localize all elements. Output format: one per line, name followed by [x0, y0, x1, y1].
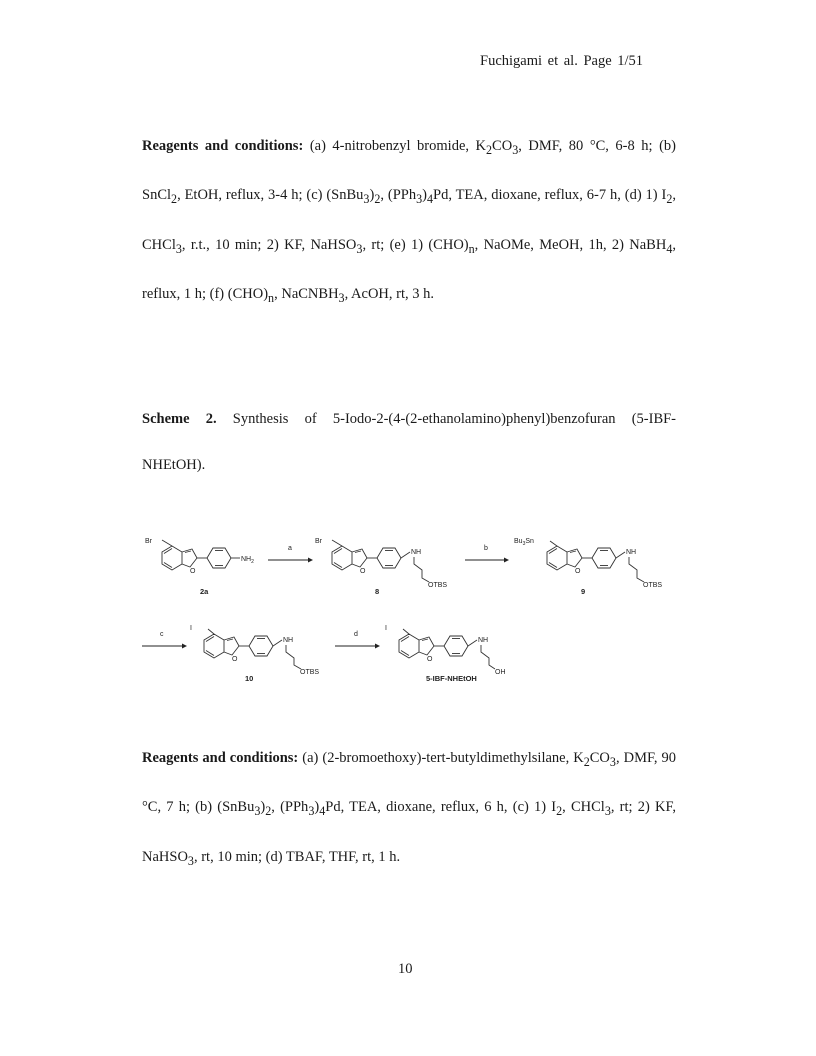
- nh-label: NH: [283, 637, 294, 644]
- furan-oxygen-label: O: [232, 656, 238, 663]
- condition-text: ): [369, 187, 375, 204]
- furan-oxygen-label: O: [360, 568, 366, 575]
- arrow-b: [465, 545, 509, 563]
- compound-2a-structure: [145, 538, 254, 596]
- condition-text: ): [422, 187, 427, 204]
- arrow-a-label: a: [288, 545, 292, 552]
- arrow-c: [142, 631, 187, 649]
- furan-oxygen-label: O: [190, 568, 196, 575]
- arrow-c-label: c: [160, 631, 164, 638]
- condition-text: , NaOMe, MeOH, 1h, 2) NaBH: [474, 236, 667, 253]
- scheme-title-line2: NHEtOH).: [142, 456, 206, 473]
- condition-text: ,: [672, 236, 676, 253]
- bromo-label: Br: [145, 538, 152, 545]
- otbs-label: OTBS: [428, 582, 448, 589]
- condition-text: , CHCl: [562, 799, 605, 816]
- nh-label: NH: [411, 549, 422, 556]
- condition-text: , DMF, 80 °C, 6-8 h; (b): [518, 138, 676, 154]
- scheme-label: Scheme 2.: [142, 411, 217, 427]
- compound-8-structure: [315, 538, 447, 596]
- condition-text: , NaCNBH: [274, 286, 339, 303]
- tributylstannyl-label: $Bu_3Sn$: [514, 538, 534, 547]
- nh-label: NH: [626, 549, 637, 556]
- header-authors: Fuchigami et al.: [480, 53, 578, 69]
- condition-text: , r.t., 10 min; 2) KF, NaHSO: [181, 236, 357, 253]
- arrow-a: [268, 545, 313, 563]
- arrow-b-label: b: [484, 545, 488, 552]
- condition-text: I: [661, 187, 667, 204]
- condition-text: (a) 4-nitrobenzyl bromide, K: [309, 138, 486, 154]
- condition-text: , rt, 10 min; (d) TBAF, THF, rt, 1 h.: [193, 848, 401, 865]
- condition-text: , EtOH, reflux, 3-4 h; (c) (SnBu: [177, 187, 364, 204]
- condition-text: ): [260, 799, 266, 816]
- synthesis-scheme-figure: [132, 528, 692, 700]
- condition-text: 90 °C, 7 h; (b) (SnBu: [142, 750, 677, 816]
- compound-9-label: 9: [581, 587, 586, 596]
- condition-text: , DMF,: [615, 750, 658, 766]
- nh-label: NH: [478, 637, 489, 644]
- otbs-label: OTBS: [643, 582, 663, 589]
- condition-text: (a) (2-bromoethoxy)-tert-butyldimethylsilane, K: [302, 750, 584, 766]
- arrow-d-label: d: [354, 631, 358, 638]
- scheme1-conditions-paragraph: Reagents and conditions: (a) 4-nitrobenzyl bromide, $K_2CO_3$, DMF, 80 °C, 6-8 h; (b) SnCl$_2$, EtOH, reflux, 3-4 h; (c) $(SnBu_3)_2$, $(PPh_3)_4Pd$, TEA, dioxane, reflux, 6-7 h, (d) 1) $I_2$, CHCl$_3$, r.t., 10 min; 2) KF, NaHSO$_3$, rt; (e) 1) $(CHO)_n$, NaOMe, MeOH, 1h, 2) NaBH$_4$, reflux, 1 h; (f) $(CHO)_n$, NaCNBH$_3$, AcOH, rt, 3 h.: [142, 138, 677, 306]
- compound-5-ibf-nhetoh-label: 5-IBF-NHEtOH: [426, 674, 477, 683]
- scheme2-conditions-paragraph: Reagents and conditions: (a) (2-bromoethoxy)-tert-butyldimethylsilane, $K_2CO_3$, DMF, 90 °C, 7 h; (b) $(SnBu_3)_2$, $(PPh_3)_4Pd$, TEA, dioxane, reflux, 6 h, (c) 1) $I_2$, CHCl$_3$, rt; 2) KF, NaHSO$_3$, rt, 10 min; (d) TBAF, THF, rt, 1 h.: [142, 750, 677, 868]
- header-page-label: Page 1/51: [583, 53, 644, 69]
- oh-label: OH: [495, 669, 506, 676]
- condition-text: , (PPh: [380, 187, 417, 204]
- otbs-label: OTBS: [300, 669, 320, 676]
- bromo-label: Br: [315, 538, 322, 545]
- page-number: 10: [398, 961, 413, 977]
- scheme2-caption: [142, 397, 676, 488]
- condition-text: CO: [492, 138, 513, 154]
- running-header: [480, 53, 643, 70]
- iodo-label: I: [385, 625, 387, 632]
- condition-text: CO: [589, 750, 610, 766]
- scheme-title-line1: Synthesis of 5-Iodo-2-(4-(2-ethanolamino)phenyl)benzofuran (5-IBF-: [232, 411, 677, 427]
- condition-text: , AcOH, rt, 3 h.: [344, 286, 435, 303]
- arrow-d: [335, 631, 380, 649]
- condition-text: reflux, 1 h; (f) (CHO): [142, 286, 269, 303]
- condition-text: Pd, TEA, dioxane, reflux, 6-7 h, (d) 1): [433, 187, 658, 204]
- compound-10-label: 10: [245, 674, 254, 683]
- compound-2a-label: 2a: [200, 587, 209, 596]
- conditions-heading: Reagents and conditions:: [142, 750, 299, 766]
- condition-text: SnCl: [142, 187, 172, 204]
- iodo-label: I: [190, 625, 192, 632]
- condition-text: , CHCl: [142, 187, 677, 253]
- compound-10-structure: [190, 625, 319, 683]
- compound-8-label: 8: [375, 587, 380, 596]
- furan-oxygen-label: O: [575, 568, 581, 575]
- condition-text: NaHSO: [142, 848, 188, 865]
- amine-label: $NH_2$: [241, 556, 254, 565]
- compound-9-structure: [514, 538, 662, 596]
- condition-text: , rt; 2) KF,: [610, 799, 676, 816]
- conditions-heading: Reagents and conditions:: [142, 138, 304, 154]
- condition-text: Pd, TEA, dioxane, reflux, 6 h, (c) 1) I: [325, 799, 557, 816]
- compound-5-ibf-nhetoh-structure: [385, 625, 506, 683]
- condition-text: , rt; (e) 1) (CHO): [362, 236, 469, 253]
- furan-oxygen-label: O: [427, 656, 433, 663]
- condition-text: , (PPh: [271, 799, 309, 816]
- condition-text: ): [314, 799, 320, 816]
